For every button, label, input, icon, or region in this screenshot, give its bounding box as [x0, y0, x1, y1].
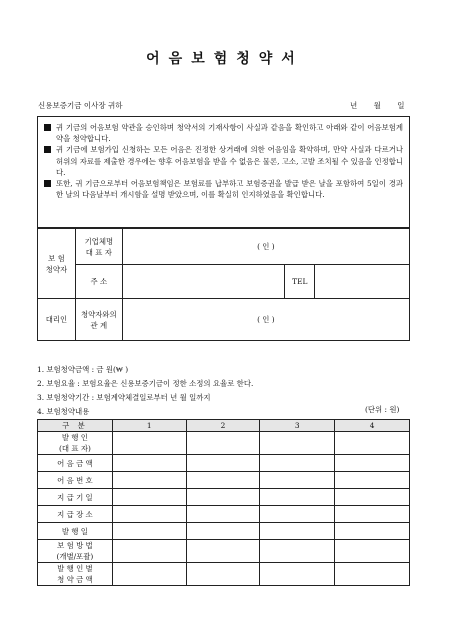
table-cell[interactable]	[260, 563, 335, 586]
row-label-line: 보 험 방 법	[57, 541, 93, 550]
column-header: 구 분	[38, 420, 113, 432]
table-cell[interactable]	[112, 489, 186, 506]
item-period: 3. 보험청약기간 : 보험계약체결일로부터 년 월 일까지	[37, 393, 211, 402]
table-row	[38, 506, 410, 523]
table-cell[interactable]	[260, 540, 335, 563]
row-label-line: (개별/포괄)	[56, 552, 94, 561]
address-label: 주 소	[75, 265, 122, 299]
notice-text: 귀 기금의 어음보험 약관을 승인하며 청약서의 기재사항이 사실과 같음을 확인하고 아래와 같이 어음보험계약을 청약합니다.	[56, 123, 403, 144]
table-cell[interactable]	[112, 432, 186, 455]
table-cell[interactable]	[186, 455, 260, 472]
table-cell[interactable]	[260, 489, 335, 506]
notice-item	[44, 144, 403, 178]
notice-box	[37, 116, 410, 228]
table-cell[interactable]	[186, 523, 260, 540]
notice-text: 또한, 귀 기금으로부터 어음보험책임은 보험료를 납부하고 보험증권을 발급 받은 날을 포함하여 5일이 경과한 날의 다음날부터 개시함을 설명 받았으며, 이를 확실히 인지하였음을 확인합니다.	[56, 179, 403, 200]
company-label	[75, 229, 122, 265]
table-cell[interactable]	[186, 489, 260, 506]
table-cell[interactable]	[186, 472, 260, 489]
applicant-label-line: 보 험	[48, 253, 65, 263]
table-cell[interactable]	[186, 432, 260, 455]
table-row	[38, 472, 410, 489]
table-row	[38, 432, 410, 455]
column-header: 1	[112, 420, 186, 432]
row-label-line: (대 표 자)	[58, 444, 91, 453]
applicant-section-label	[38, 229, 76, 299]
table-cell[interactable]	[112, 455, 186, 472]
table-row	[38, 563, 410, 586]
table-cell[interactable]	[112, 506, 186, 523]
table-cell[interactable]	[112, 523, 186, 540]
table-cell[interactable]	[260, 523, 335, 540]
row-label: 어 음 금 액	[38, 455, 113, 472]
table-cell[interactable]	[112, 472, 186, 489]
row-label-line: 발 행 인 별	[57, 564, 93, 573]
notice-text: 귀 기금에 보험가입 신청하는 모든 어음은 진정한 상거래에 의한 어음임을 확약하며, 만약 사실과 다르거나 허위의 자료를 제출한 경우에는 향후 어음보험을 받을 수 없음은 물론, 고소, 고발 조치될 수 있음을 인정합니다.	[56, 145, 403, 177]
item-rate: 2. 보험요율 : 보험요율은 신용보증기금이 정한 소정의 요율로 한다.	[37, 379, 254, 388]
table-cell[interactable]	[335, 540, 410, 563]
row-label: 지 급 기 일	[38, 489, 113, 506]
table-cell[interactable]	[335, 455, 410, 472]
table-cell[interactable]	[260, 455, 335, 472]
table-cell[interactable]	[186, 540, 260, 563]
row-label: 지 급 장 소	[38, 506, 113, 523]
company-field[interactable]	[122, 229, 409, 265]
seal-mark: ( 인 )	[257, 315, 275, 324]
table-cell[interactable]	[335, 563, 410, 586]
table-cell[interactable]	[112, 540, 186, 563]
tel-label: TEL	[285, 265, 315, 299]
seal-mark: ( 인 )	[257, 242, 275, 251]
document-title: 어음보험청약서	[146, 51, 304, 67]
column-header: 2	[186, 420, 260, 432]
row-label-line: 청 약 금 액	[57, 575, 93, 584]
company-label-line: 대 표 자	[85, 247, 112, 257]
notice-item	[44, 178, 403, 200]
row-label-line: 발 행 인	[61, 433, 88, 442]
addressee: 신용보증기금 이사장 귀하	[38, 101, 123, 110]
table-cell[interactable]	[335, 523, 410, 540]
address-field[interactable]	[122, 265, 285, 299]
bullet-square-icon	[44, 124, 51, 131]
unit-note: (단위 : 원)	[365, 405, 400, 414]
applicant-label-line: 청약자	[45, 264, 68, 274]
bullet-square-icon	[44, 180, 51, 187]
table-header-row	[38, 420, 410, 432]
table-row	[38, 540, 410, 563]
relation-label-line: 청약자와의	[80, 309, 117, 319]
table-cell[interactable]	[335, 489, 410, 506]
table-cell[interactable]	[335, 506, 410, 523]
table-row	[38, 523, 410, 540]
notice-item	[44, 122, 403, 144]
applicant-table	[37, 228, 410, 341]
agent-field[interactable]	[122, 299, 409, 341]
row-label: 어 음 번 호	[38, 472, 113, 489]
table-row	[38, 455, 410, 472]
tel-field[interactable]	[315, 265, 410, 299]
table-cell[interactable]	[335, 432, 410, 455]
company-label-line: 기업체명	[84, 236, 114, 246]
table-cell[interactable]	[112, 563, 186, 586]
column-header: 3	[260, 420, 335, 432]
item-amount: 1. 보험청약금액 : 금 원(₩ )	[37, 365, 129, 374]
row-label: 발 행 일	[38, 523, 113, 540]
relation-label	[75, 299, 122, 341]
column-header: 4	[335, 420, 410, 432]
table-cell[interactable]	[260, 506, 335, 523]
date-line[interactable]: 년 월 일	[350, 101, 405, 110]
row-label	[38, 563, 113, 586]
contents-table	[37, 419, 410, 586]
row-label	[38, 540, 113, 563]
table-cell[interactable]	[186, 563, 260, 586]
table-cell[interactable]	[335, 472, 410, 489]
relation-label-line: 관 계	[90, 320, 108, 330]
table-cell[interactable]	[260, 432, 335, 455]
agent-label: 대리인	[38, 299, 76, 341]
row-label	[38, 432, 113, 455]
bullet-square-icon	[44, 146, 51, 153]
item-content: 4. 보험청약내용	[37, 407, 90, 416]
table-cell[interactable]	[186, 506, 260, 523]
table-row	[38, 489, 410, 506]
table-cell[interactable]	[260, 472, 335, 489]
